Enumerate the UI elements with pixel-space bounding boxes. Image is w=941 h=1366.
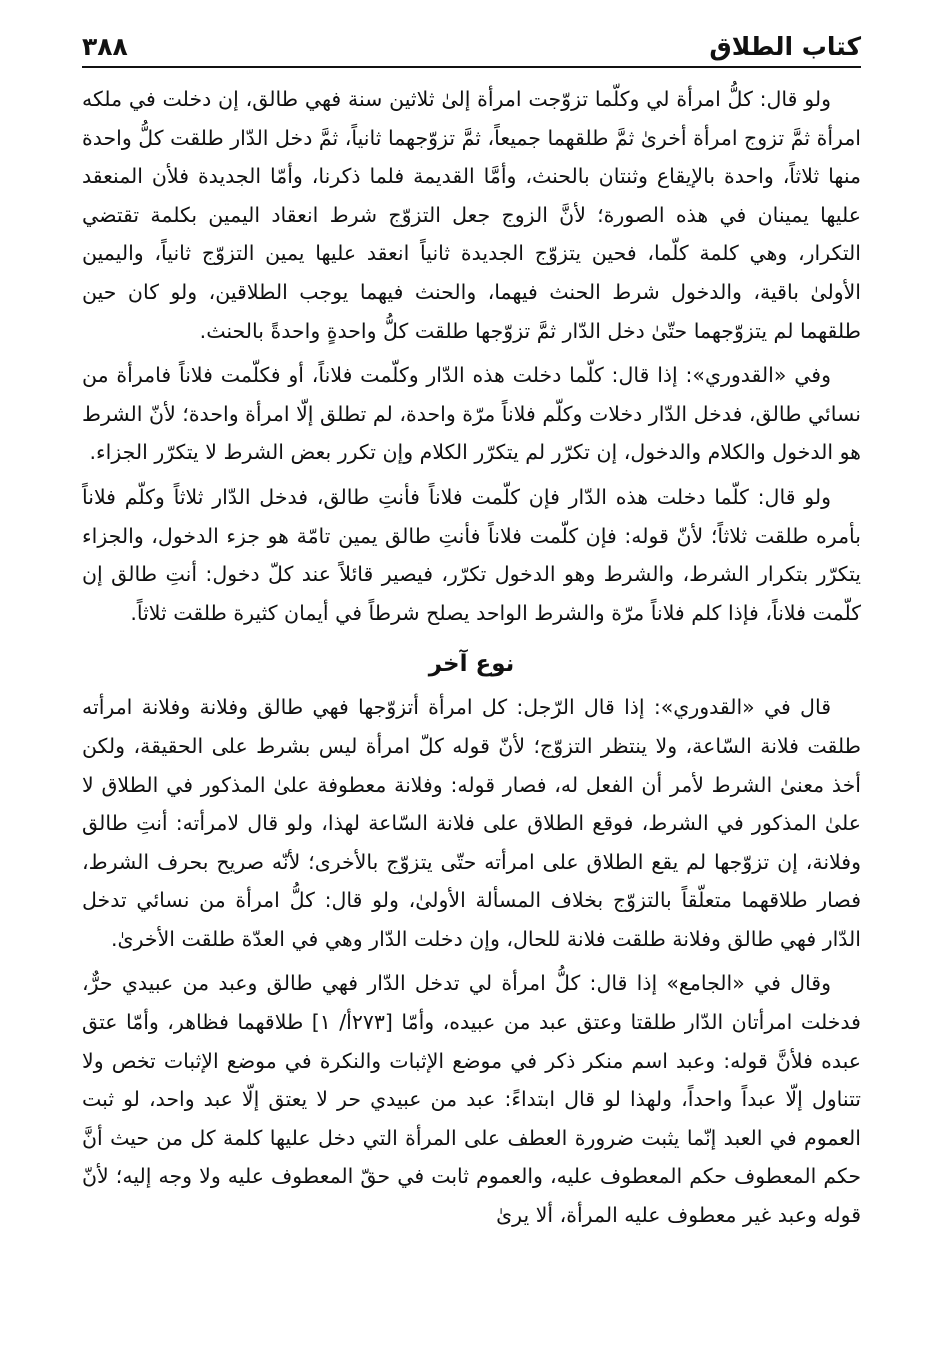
paragraph: وفي «القدوري»: إذا قال: كلّما دخلت هذه الدّار وكلّمت فلاناً، أو فكلّمت فلاناً فامرأة من نسائي طالق، فدخل الدّار دخلات وكلّم فلاناً مرّة واحدة، لم تطلق إلّا امرأة واحدة؛ لأنّ الشرط هو الدخول والكلام والدخول، إن تكرّر لم يتكرّر الكلام وإن تكرر بعض الشرط لا يتكرّر الجزاء. xyxy=(82,363,861,465)
section-heading: نوع آخر xyxy=(428,651,515,678)
page-header xyxy=(82,28,861,68)
page-body xyxy=(82,80,861,1235)
paragraph: وقال في «الجامع» إذا قال: كلُّ امرأة لي تدخل الدّار فهي طالق وعبد من عبيدي حرٌّ، فدخلت امرأتان الدّار طلقتا وعتق عبد من عبيده، وأمّا [٢٧٣أ/ ١] طلاقهما فظاهر، وأمّا عتق عبده فلأنَّ قوله: وعبد اسم منكر ذكر في موضع الإثبات والنكرة في موضع الإثبات تخص ولا تتناول إلّا عبداً واحداً، ولهذا لو قال ابتداءً: عبد من عبيدي حر لا يعتق إلّا عبد واحد، لو ثبت العموم في العبد إنّما يثبت ضرورة العطف على المرأة التي دخل عليها كلمة كل من حيث أنَّ حكم المعطوف حكم المعطوف عليه، والعموم ثابت في حقّ المعطوف عليه ولا وجه إليه؛ لأنّ قوله وعبد غير معطوف عليه المرأة، ألا يرىٰ xyxy=(82,971,861,1228)
page-number: ٣٨٨ xyxy=(82,32,128,61)
paragraph: ولو قال: كلّما دخلت هذه الدّار فإن كلّمت فلاناً فأنتِ طالق، فدخل الدّار ثلاثاً وكلّم فلاناً بأمره طلقت ثلاثاً؛ لأنّ قوله: فإن كلّمت فلاناً فأنتِ طالق يمين تامّة هو جزء الدخول، والجزاء يتكرّر بتكرار الشرط، والشرط وهو الدخول تكرّر، فيصير قائلاً عند كلّ دخول: أنتِ طالق إن كلّمت فلاناً، فإذا كلم فلاناً مرّة والشرط الواحد يصلح شرطاً في أيمان كثيرة طلقت ثلاثاً. xyxy=(82,484,861,625)
paragraph: ولو قال: كلُّ امرأة لي وكلّما تزوّجت امرأة إلىٰ ثلاثين سنة فهي طالق، إن دخلت في ملكه امرأة ثمَّ تزوج امرأة أخرىٰ ثمَّ طلقهما جميعاً، ثمَّ تزوّجهما ثانياً، ثمَّ دخل الدّار طلقت كلُّ واحدة منها ثلاثاً، واحدة بالإيقاع وثنتان بالحنث، وأمَّا القديمة فلما ذكرنا، وأمّا الجديدة فلأن المنعقد عليها يمينان في هذه الصورة؛ لأنَّ الزوج جعل التزوّج شرط انعقاد اليمين بكلمة تقتضي التكرار، وهي كلمة كلّما، فحين يتزوّج الجديدة ثانياً انعقد عليها يمين التزوّج ثانياً، واليمين الأولىٰ باقية، والدخول شرط الحنث فيهما، والحنث فيهما يوجب الطلاقين، ولو كان حين طلقهما لم يتزوّجهما حتّىٰ دخل الدّار ثمَّ تزوّجها طلقت كلُّ واحدةٍ واحدةً بالحنث. xyxy=(82,87,861,343)
paragraph: قال في «القدوري»: إذا قال الرّجل: كل امرأة أتزوّجها فهي طالق وفلانة وفلانة امرأته طلقت فلانة السّاعة، ولا ينتظر التزوّج؛ لأنّ قوله كلّ امرأة ليس بشرط على الحقيقة، ولكن أخذ معنىٰ الشرط لأمر أن الفعل له، فصار قوله: وفلانة معطوفة علىٰ المذكور في الطلاق لا علىٰ المذكور في الشرط، فوقع الطلاق على فلانة السّاعة لهذا، ولو قال لامرأته: أنتِ طالق وفلانة، إن تزوّجها لم يقع الطلاق على امرأته حتّى يتزوّج بالأخرى؛ لأنّه صريح بحرف الشرط، فصار طلاقهما متعلّقاً بالتزوّج بخلاف المسألة الأولىٰ، ولو قال: كلُّ امرأة من نسائي تدخل الدّار فهي طالق وفلانة طلقت فلانة للحال، وإن دخلت الدّار وهي في العدّة طلقت الأخرىٰ. xyxy=(82,695,861,951)
running-title: كتاب الطلاق xyxy=(709,32,861,61)
